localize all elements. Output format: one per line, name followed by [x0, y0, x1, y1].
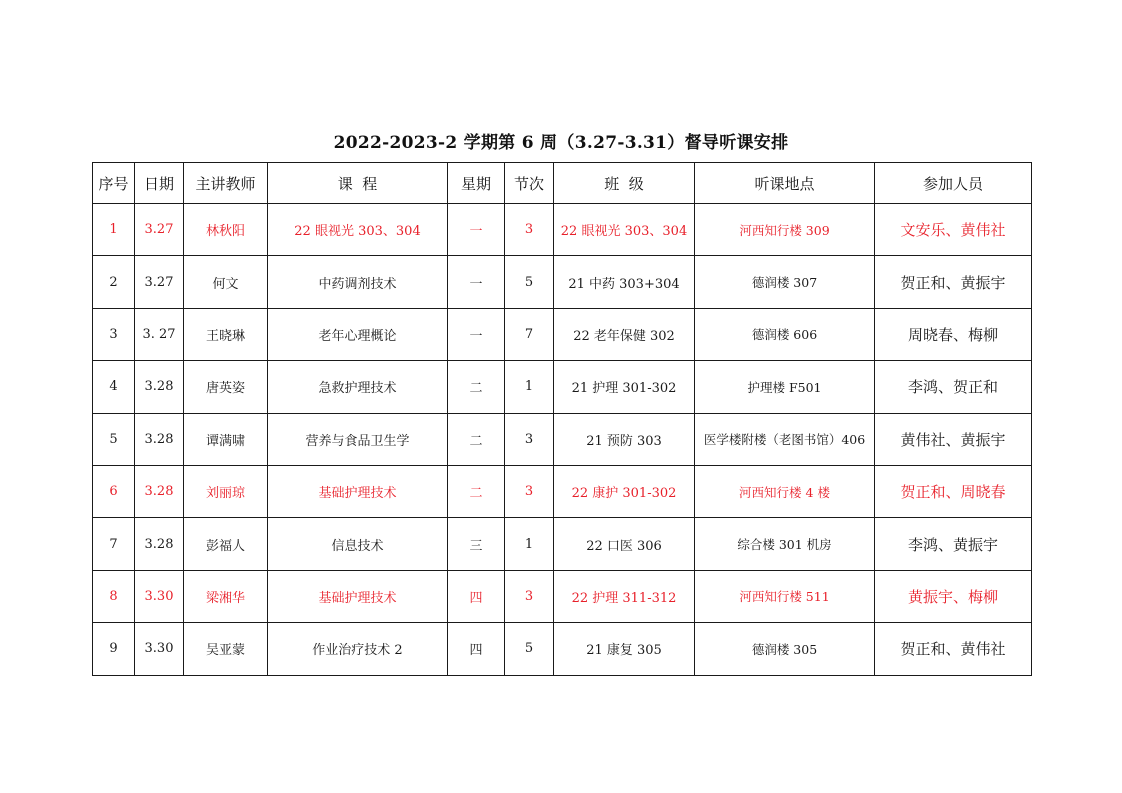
- supervision-schedule-table: [92, 162, 1032, 676]
- cell-course: 营养与食品卫生学: [268, 413, 448, 465]
- cell-location: 河西知行楼 511: [695, 570, 875, 622]
- cell-period: 7: [505, 308, 554, 360]
- cell-class: 22 护理 311-312: [554, 570, 695, 622]
- table-row: [93, 204, 1032, 256]
- cell-no: 5: [93, 413, 135, 465]
- cell-teacher: 王晓琳: [184, 308, 268, 360]
- cell-location: 综合楼 301 机房: [695, 518, 875, 570]
- cell-period: 3: [505, 465, 554, 517]
- document-title: 2022-2023-2 学期第 6 周（3.27-3.31）督导听课安排: [333, 133, 789, 153]
- cell-attendees: 贺正和、黄振宇: [875, 256, 1032, 308]
- cell-location: 医学楼附楼（老图书馆）406: [695, 413, 875, 465]
- header-attendees: 参加人员: [875, 163, 1032, 204]
- header-course: 课 程: [268, 163, 448, 204]
- cell-teacher: 唐英姿: [184, 361, 268, 413]
- header-class: 班 级: [554, 163, 695, 204]
- cell-teacher: 林秋阳: [184, 204, 268, 256]
- cell-date: 3.30: [135, 623, 184, 675]
- cell-location: 德润楼 305: [695, 623, 875, 675]
- cell-attendees: 贺正和、黄伟社: [875, 623, 1032, 675]
- cell-class: 22 老年保健 302: [554, 308, 695, 360]
- cell-course: 基础护理技术: [268, 465, 448, 517]
- cell-no: 4: [93, 361, 135, 413]
- cell-no: 1: [93, 204, 135, 256]
- cell-course: 中药调剂技术: [268, 256, 448, 308]
- cell-class: 21 康复 305: [554, 623, 695, 675]
- table-header-row: [93, 163, 1032, 204]
- cell-course: 作业治疗技术 2: [268, 623, 448, 675]
- cell-teacher: 刘丽琼: [184, 465, 268, 517]
- cell-attendees: 文安乐、黄伟社: [875, 204, 1032, 256]
- cell-weekday: 二: [448, 361, 505, 413]
- cell-period: 5: [505, 256, 554, 308]
- cell-attendees: 黄伟社、黄振宇: [875, 413, 1032, 465]
- cell-attendees: 周晓春、梅柳: [875, 308, 1032, 360]
- table-row: [93, 570, 1032, 622]
- cell-no: 3: [93, 308, 135, 360]
- table-row: [93, 413, 1032, 465]
- cell-teacher: 彭福人: [184, 518, 268, 570]
- cell-weekday: 四: [448, 623, 505, 675]
- cell-teacher: 吴亚蒙: [184, 623, 268, 675]
- cell-period: 3: [505, 570, 554, 622]
- cell-course: 基础护理技术: [268, 570, 448, 622]
- header-weekday: 星期: [448, 163, 505, 204]
- cell-course: 信息技术: [268, 518, 448, 570]
- table-row: [93, 308, 1032, 360]
- table-body: [93, 204, 1032, 676]
- cell-teacher: 何文: [184, 256, 268, 308]
- cell-no: 8: [93, 570, 135, 622]
- cell-attendees: 李鸿、黄振宇: [875, 518, 1032, 570]
- cell-teacher: 谭满啸: [184, 413, 268, 465]
- table-row: [93, 256, 1032, 308]
- cell-teacher: 梁湘华: [184, 570, 268, 622]
- table-row: [93, 623, 1032, 675]
- cell-period: 3: [505, 204, 554, 256]
- table-row: [93, 465, 1032, 517]
- cell-no: 6: [93, 465, 135, 517]
- cell-no: 7: [93, 518, 135, 570]
- cell-location: 河西知行楼 309: [695, 204, 875, 256]
- cell-date: 3.28: [135, 413, 184, 465]
- cell-date: 3.28: [135, 361, 184, 413]
- header-period: 节次: [505, 163, 554, 204]
- cell-weekday: 三: [448, 518, 505, 570]
- cell-course: 22 眼视光 303、304: [268, 204, 448, 256]
- cell-date: 3. 27: [135, 308, 184, 360]
- cell-date: 3.28: [135, 518, 184, 570]
- cell-no: 2: [93, 256, 135, 308]
- cell-date: 3.27: [135, 204, 184, 256]
- cell-course: 老年心理概论: [268, 308, 448, 360]
- cell-date: 3.30: [135, 570, 184, 622]
- header-location: 听课地点: [695, 163, 875, 204]
- cell-weekday: 二: [448, 413, 505, 465]
- cell-class: 21 预防 303: [554, 413, 695, 465]
- cell-period: 1: [505, 518, 554, 570]
- cell-period: 5: [505, 623, 554, 675]
- header-date: 日期: [135, 163, 184, 204]
- cell-class: 22 康护 301-302: [554, 465, 695, 517]
- cell-attendees: 黄振宇、梅柳: [875, 570, 1032, 622]
- cell-location: 河西知行楼 4 楼: [695, 465, 875, 517]
- cell-period: 3: [505, 413, 554, 465]
- cell-class: 21 护理 301-302: [554, 361, 695, 413]
- cell-attendees: 李鸿、贺正和: [875, 361, 1032, 413]
- cell-date: 3.27: [135, 256, 184, 308]
- header-teacher: 主讲教师: [184, 163, 268, 204]
- cell-location: 护理楼 F501: [695, 361, 875, 413]
- cell-no: 9: [93, 623, 135, 675]
- header-no: 序号: [93, 163, 135, 204]
- cell-weekday: 二: [448, 465, 505, 517]
- cell-weekday: 一: [448, 204, 505, 256]
- cell-period: 1: [505, 361, 554, 413]
- cell-course: 急救护理技术: [268, 361, 448, 413]
- cell-class: 21 中药 303+304: [554, 256, 695, 308]
- cell-class: 22 口医 306: [554, 518, 695, 570]
- table-row: [93, 361, 1032, 413]
- cell-weekday: 四: [448, 570, 505, 622]
- table-row: [93, 518, 1032, 570]
- cell-class: 22 眼视光 303、304: [554, 204, 695, 256]
- cell-date: 3.28: [135, 465, 184, 517]
- cell-weekday: 一: [448, 256, 505, 308]
- cell-location: 德润楼 307: [695, 256, 875, 308]
- cell-attendees: 贺正和、周晓春: [875, 465, 1032, 517]
- cell-location: 德润楼 606: [695, 308, 875, 360]
- cell-weekday: 一: [448, 308, 505, 360]
